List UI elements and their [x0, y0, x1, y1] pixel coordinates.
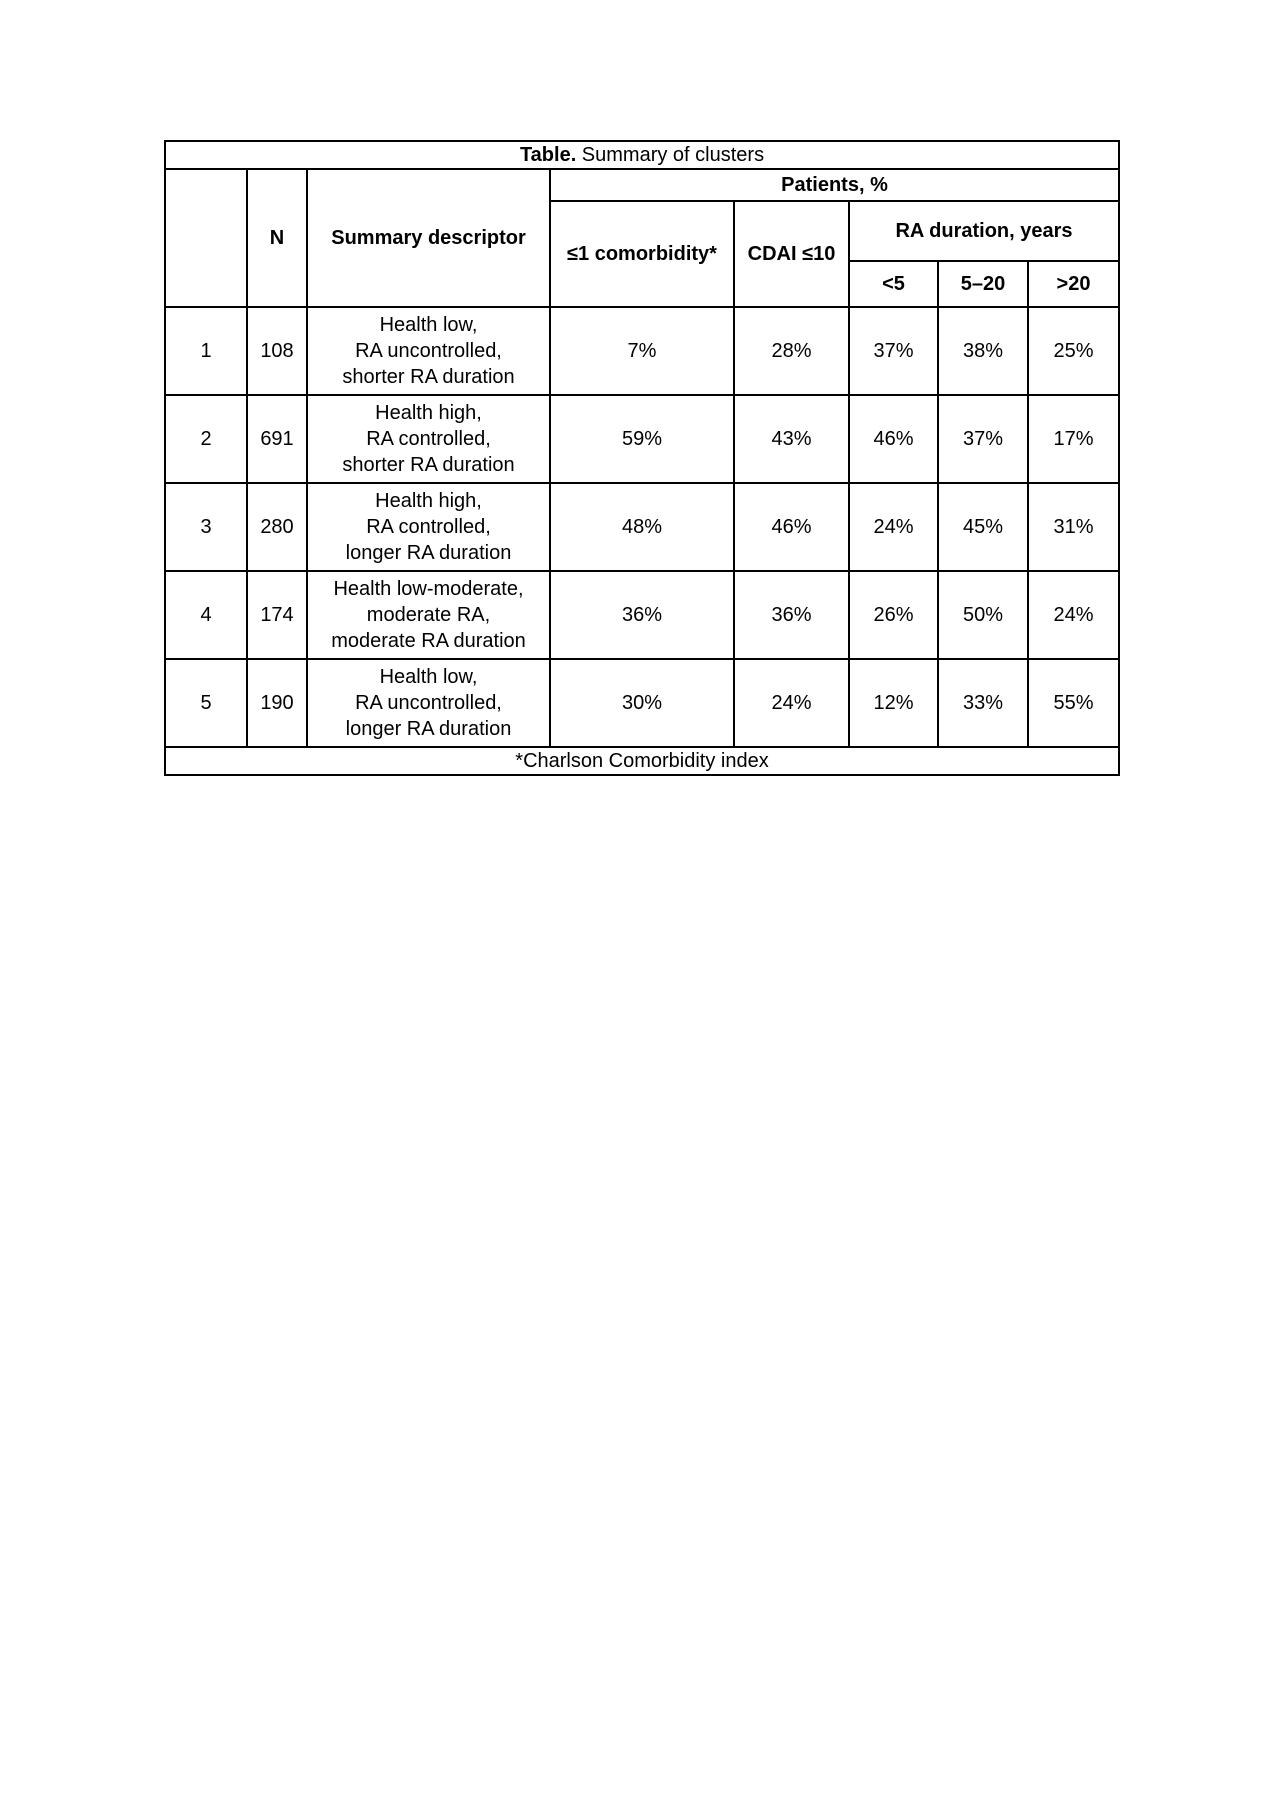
ra-duration-5-20-value: 37%: [938, 395, 1028, 483]
column-header-cluster: [165, 169, 247, 307]
table-row: [165, 659, 1119, 747]
header-row-patients: [165, 169, 1119, 201]
n-value: 691: [247, 395, 307, 483]
summary-descriptor: Health low, RA uncontrolled, longer RA duration: [307, 659, 550, 747]
cdai-value: 28%: [734, 307, 849, 395]
summary-of-clusters-table: [164, 140, 1120, 776]
comorbidity-value: 36%: [550, 571, 734, 659]
ra-duration-lt5-value: 12%: [849, 659, 938, 747]
ra-duration-lt5-value: 26%: [849, 571, 938, 659]
table-row: [165, 395, 1119, 483]
ra-duration-5-20-value: 38%: [938, 307, 1028, 395]
table-row: [165, 483, 1119, 571]
cdai-value: 46%: [734, 483, 849, 571]
ra-duration-lt5-value: 37%: [849, 307, 938, 395]
cdai-value: 36%: [734, 571, 849, 659]
column-header-lt5: <5: [849, 261, 938, 307]
table-row: [165, 307, 1119, 395]
n-value: 108: [247, 307, 307, 395]
comorbidity-value: 7%: [550, 307, 734, 395]
ra-duration-gt20-value: 31%: [1028, 483, 1119, 571]
table-title-text: Summary of clusters: [576, 144, 765, 166]
table-title-row: [165, 141, 1119, 169]
comorbidity-value: 48%: [550, 483, 734, 571]
cluster-number: 2: [165, 395, 247, 483]
column-header-comorbidity: ≤1 comorbidity*: [550, 201, 734, 307]
cdai-value: 43%: [734, 395, 849, 483]
table-footnote: *Charlson Comorbidity index: [165, 747, 1119, 775]
summary-descriptor: Health high, RA controlled, shorter RA duration: [307, 395, 550, 483]
table-footnote-row: [165, 747, 1119, 775]
column-header-5-20: 5–20: [938, 261, 1028, 307]
ra-duration-gt20-value: 55%: [1028, 659, 1119, 747]
ra-duration-gt20-value: 24%: [1028, 571, 1119, 659]
ra-duration-5-20-value: 33%: [938, 659, 1028, 747]
summary-descriptor: Health high, RA controlled, longer RA duration: [307, 483, 550, 571]
n-value: 190: [247, 659, 307, 747]
column-header-n: N: [247, 169, 307, 307]
cluster-number: 5: [165, 659, 247, 747]
n-value: 280: [247, 483, 307, 571]
ra-duration-years-header: RA duration, years: [849, 201, 1119, 261]
comorbidity-value: 30%: [550, 659, 734, 747]
ra-duration-5-20-value: 50%: [938, 571, 1028, 659]
table-title: [165, 141, 1119, 169]
table-row: [165, 571, 1119, 659]
column-header-cdai: CDAI ≤10: [734, 201, 849, 307]
ra-duration-5-20-value: 45%: [938, 483, 1028, 571]
comorbidity-value: 59%: [550, 395, 734, 483]
cluster-number: 4: [165, 571, 247, 659]
summary-descriptor: Health low, RA uncontrolled, shorter RA duration: [307, 307, 550, 395]
table-body: [165, 307, 1119, 747]
ra-duration-lt5-value: 24%: [849, 483, 938, 571]
column-header-summary-descriptor: Summary descriptor: [307, 169, 550, 307]
table-title-prefix: Table.: [519, 144, 577, 166]
ra-duration-gt20-value: 17%: [1028, 395, 1119, 483]
summary-descriptor: Health low-moderate, moderate RA, moderate RA duration: [307, 571, 550, 659]
cluster-number: 1: [165, 307, 247, 395]
ra-duration-lt5-value: 46%: [849, 395, 938, 483]
ra-duration-gt20-value: 25%: [1028, 307, 1119, 395]
column-header-gt20: >20: [1028, 261, 1119, 307]
patients-percent-header: Patients, %: [550, 169, 1119, 201]
n-value: 174: [247, 571, 307, 659]
cluster-number: 3: [165, 483, 247, 571]
cdai-value: 24%: [734, 659, 849, 747]
